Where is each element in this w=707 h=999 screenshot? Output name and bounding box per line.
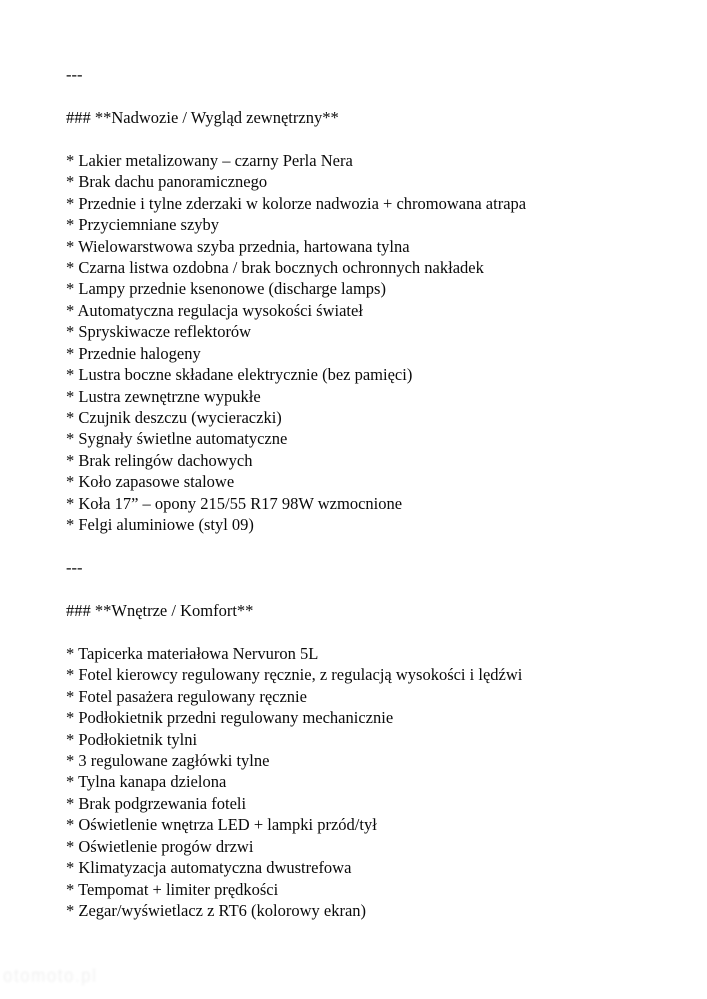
list-item: * 3 regulowane zagłówki tylne xyxy=(66,751,270,770)
list-item: * Koło zapasowe stalowe xyxy=(66,472,235,492)
list-item: * Brak dachu panoramicznego xyxy=(66,172,268,192)
blank-line xyxy=(66,128,526,149)
section-heading: ### **Nadwozie / Wygląd zewnętrzny** xyxy=(66,107,339,127)
list-item: * Podłokietnik przedni regulowany mechanicznie xyxy=(66,708,394,728)
list-item: * Automatyczna regulacja wysokości świateł xyxy=(66,300,363,320)
list-item: * Lampy przednie ksenonowe (discharge lamps) xyxy=(66,279,386,299)
list-item: * Tapicerka materiałowa Nervuron 5L xyxy=(66,643,319,663)
list-item: * Tylna kanapa dzielona xyxy=(66,772,227,792)
list-item: * Czujnik deszczu (wycieraczki) xyxy=(66,408,282,427)
blank-line xyxy=(66,85,526,106)
separator-line: --- xyxy=(66,65,83,84)
list-item: * Wielowarstwowa szyba przednia, hartowana tylna xyxy=(66,236,410,256)
list-item: * Koła 17” – opony 215/55 R17 98W wzmocnione xyxy=(66,493,403,513)
list-item: * Lakier metalizowany – czarny Perla Nera xyxy=(66,150,353,170)
list-item: * Fotel kierowcy regulowany ręcznie, z regulacją wysokości i lędźwi xyxy=(66,665,523,685)
list-item: * Przyciemniane szyby xyxy=(66,215,220,235)
list-item: * Zegar/wyświetlacz z RT6 (kolorowy ekran) xyxy=(66,901,367,921)
list-item: * Przednie i tylne zderzaki w kolorze nadwozia + chromowana atrapa xyxy=(66,193,527,213)
list-item: * Tempomat + limiter prędkości xyxy=(66,879,279,899)
list-item: * Sygnały świetlne automatyczne xyxy=(66,429,288,449)
list-item: * Oświetlenie progów drzwi xyxy=(66,836,254,856)
list-item: * Przednie halogeny xyxy=(66,343,201,363)
watermark: otomoto.pl xyxy=(3,964,98,987)
list-item: * Fotel pasażera regulowany ręcznie xyxy=(66,686,307,706)
list-item: * Felgi aluminiowe (styl 09) xyxy=(66,515,254,535)
list-item: * Spryskiwacze reflektorów xyxy=(66,322,252,342)
separator-line: --- xyxy=(66,558,83,578)
list-item: * Lustra zewnętrzne wypukłe xyxy=(66,386,261,406)
list-item: * Lustra boczne składane elektrycznie (bez pamięci) xyxy=(66,365,413,385)
blank-line xyxy=(66,922,526,943)
blank-line xyxy=(66,621,526,642)
blank-line xyxy=(66,536,526,557)
list-item: * Brak relingów dachowych xyxy=(66,450,253,470)
list-item: * Klimatyzacja automatyczna dwustrefowa xyxy=(66,858,352,878)
section-heading: ### **Wnętrze / Komfort** xyxy=(66,600,254,620)
blank-line xyxy=(66,579,526,600)
list-item: * Podłokietnik tylni xyxy=(66,729,198,749)
list-item: * Czarna listwa ozdobna / brak bocznych ochronnych nakładek xyxy=(66,257,484,277)
document-text xyxy=(66,64,526,943)
list-item: * Oświetlenie wnętrza LED + lampki przód/tył xyxy=(66,815,377,835)
list-item: * Brak podgrzewania foteli xyxy=(66,793,247,813)
